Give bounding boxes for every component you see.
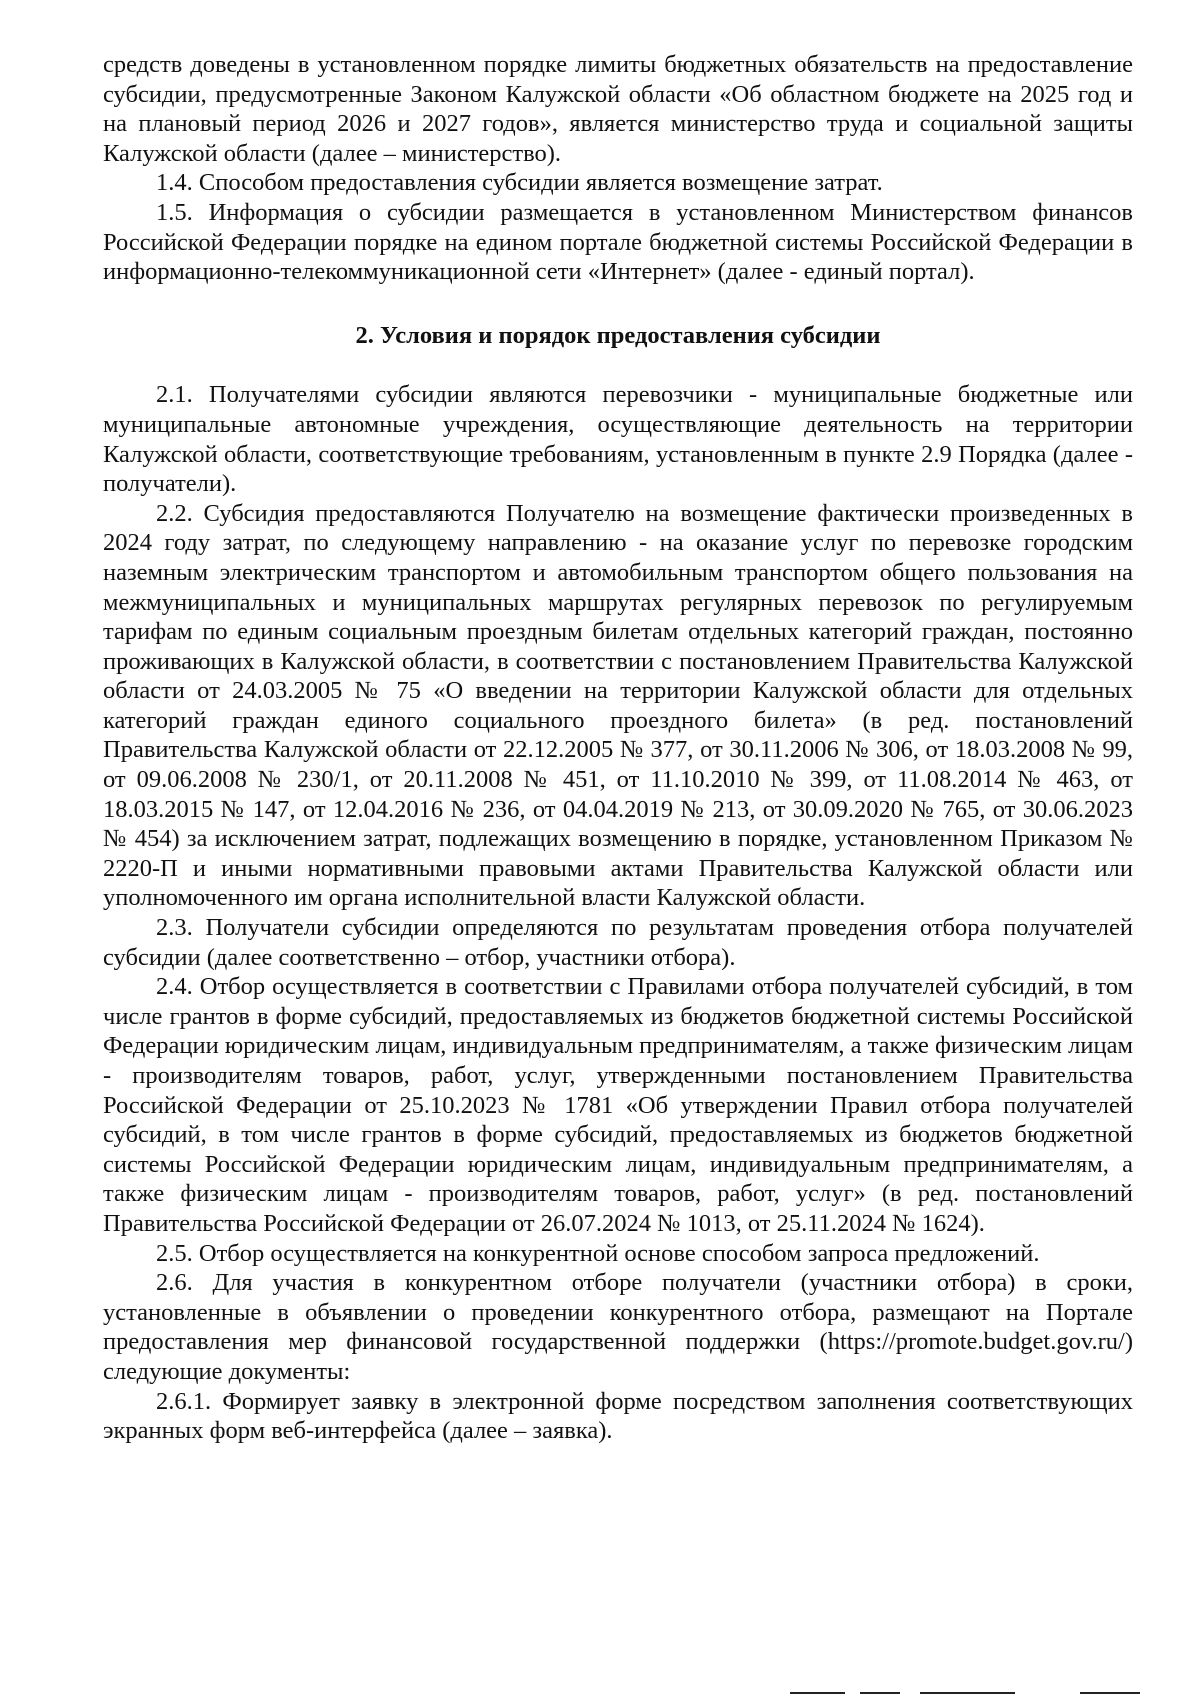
paragraph-2-4: 2.4. Отбор осуществляется в соответствии с Правилами отбора получателей субсидий, в том числе грантов в форме субсидий, предоставляемых из бюджетов бюджетной системы Российской Федерации юридическим лицам, индивидуальным предпринимателям, а также физическим лицам - производителям товаров, работ, услуг, утвержденными постановлением Правительства Российской Федерации от 25.10.2023 № 1781 «Об утверждении Правил отбора получателей субсидий, в том числе грантов в форме субсидий, предоставляемых из бюджетов бюджетной системы Российской Федерации юридическим лицам, индивидуальным предпринимателям, а также физическим лицам - производителям товаров, работ, услуг» (в ред. постановлений Правительства Российской Федерации от 26.07.2024 № 1013, от 25.11.2024 № 1624). <box>103 973 1133 1237</box>
paragraph-2-3: 2.3. Получатели субсидии определяются по результатам проведения отбора получателей субсидии (далее соответственно – отбор, участники отбора). <box>103 914 1133 971</box>
paragraph-2-1: 2.1. Получателями субсидии являются перевозчики - муниципальные бюджетные или муниципальные автономные учреждения, осуществляющие деятельность на территории Калужской области, соответствующие требованиям, установленным в пункте 2.9 Порядка (далее - получатели). <box>103 381 1133 498</box>
paragraph-budget-limits: средств доведены в установленном порядке лимиты бюджетных обязательств на предоставление субсидии, предусмотренные Законом Калужской области «Об областном бюджете на 2025 год и на плановый период 2026 и 2027 годов», является министерство труда и социальной защиты Калужской области (далее – министерство). <box>103 51 1133 167</box>
document-page <box>103 50 1133 1446</box>
paragraph-2-5: 2.5. Отбор осуществляется на конкурентной основе способом запроса предложений. <box>156 1239 1040 1267</box>
paragraph-2-6: 2.6. Для участия в конкурентном отборе получатели (участники отбора) в сроки, установленные в объявлении о проведении конкурентного отбора, размещают на Портале предоставления мер финансовой государственной поддержки (https://promote.budget.gov.ru/) следующие документы: <box>103 1269 1133 1385</box>
paragraph-2-2: 2.2. Субсидия предоставляются Получателю на возмещение фактически произведенных в 2024 году затрат, по следующему направлению - на оказание услуг по перевозке городским наземным электрическим транспортом и автомобильным транспортом общего пользования на межмуниципальных и муниципальных маршрутах регулярных перевозок по регулируемым тарифам по единым социальным проездным билетам отдельных категорий граждан, постоянно проживающих в Калужской области, в соответствии с постановлением Правительства Калужской области от 24.03.2005 № 75 «О введении на территории Калужской области для отдельных категорий граждан единого социального проездного билета» (в ред. постановлений Правительства Калужской области от 22.12.2005 № 377, от 30.11.2006 № 306, от 18.03.2008 № 99, от 09.06.2008 № 230/1, от 20.11.2008 № 451, от 11.10.2010 № 399, от 11.08.2014 № 463, от 18.03.2015 № 147, от 12.04.2016 № 236, от 04.04.2019 № 213, от 30.09.2020 № 765, от 30.06.2023 № 454) за исключением затрат, подлежащих возмещению в порядке, установленном Приказом № 2220-П и иными нормативными правовыми актами Правительства Калужской области или уполномоченного им органа исполнительной власти Калужской области. <box>103 499 1133 912</box>
paragraph-1-4: 1.4. Способом предоставления субсидии является возмещение затрат. <box>156 169 883 197</box>
paragraph-2-6-1: 2.6.1. Формирует заявку в электронной форме посредством заполнения соответствующих экранных форм веб-интерфейса (далее – заявка). <box>103 1387 1133 1445</box>
section-heading: 2. Условия и порядок предоставления субсидии <box>355 321 881 349</box>
footer-scan-marks <box>780 1692 1200 1698</box>
paragraph-1-5: 1.5. Информация о субсидии размещается в установленном Министерством финансов Российской Федерации порядке на едином портале бюджетной системы Российской Федерации в информационно-телекоммуникационной сети «Интернет» (далее - единый портал). <box>103 198 1133 286</box>
